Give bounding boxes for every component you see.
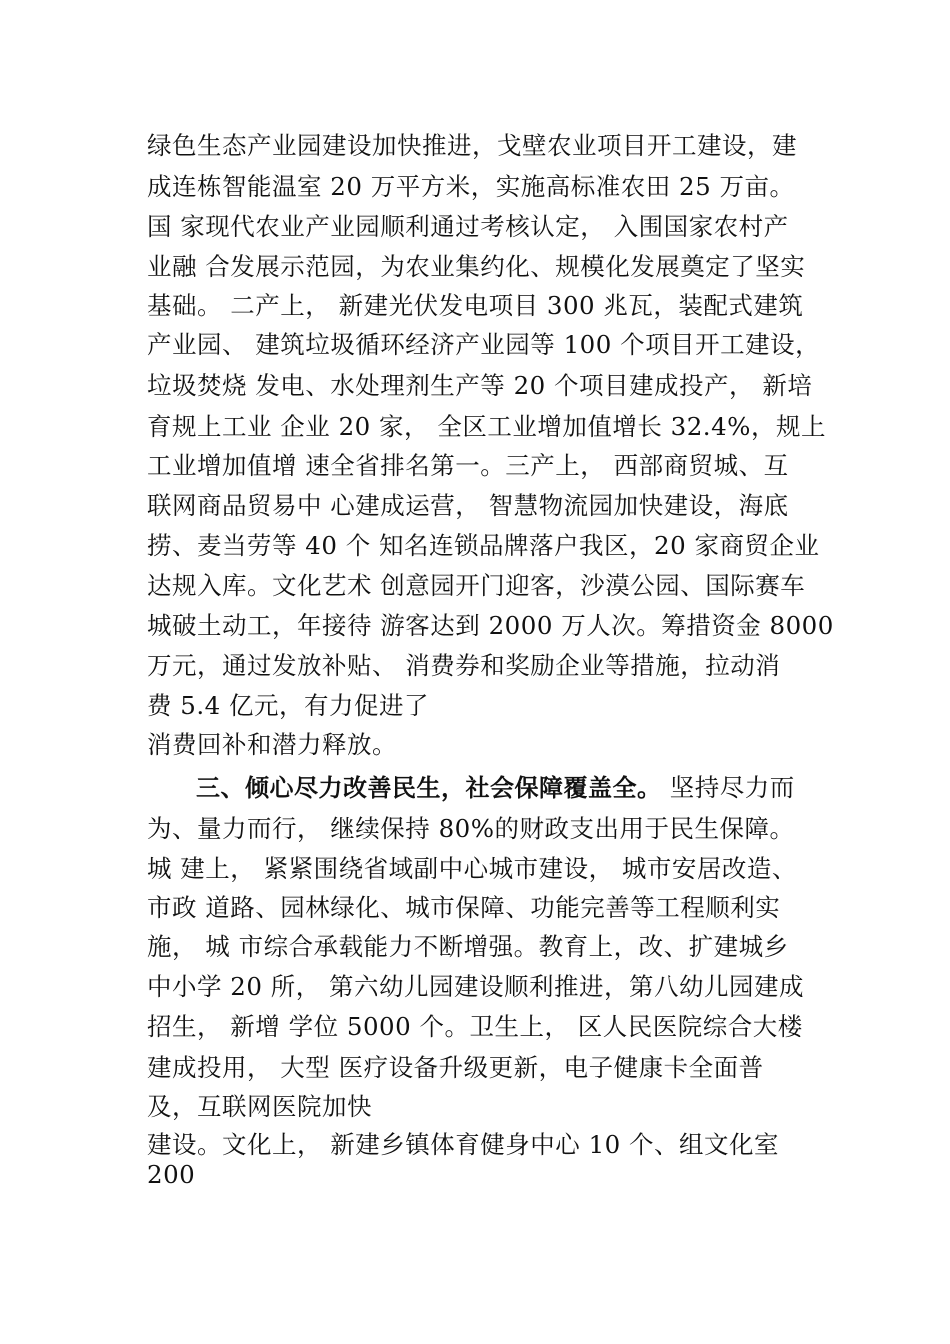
text-line: 业融 合发展示范园，为农业集约化、规模化发展奠定了坚实 xyxy=(147,252,806,281)
text-line: 城 建上， 紧紧围绕省域副中心城市建设， 城市安居改造、 xyxy=(147,854,797,883)
text-line: 国 家现代农业产业园顺利通过考核认定， 入围国家农村产 xyxy=(147,212,789,241)
text-line: 建成投用， 大型 医疗设备升级更新，电子健康卡全面普 xyxy=(147,1053,764,1082)
text-line: 市政 道路、园林绿化、城市保障、功能完善等工程顺利实 xyxy=(147,893,781,922)
text-line: 绿色生态产业园建设加快推进，戈壁农业项目开工建设，建 xyxy=(147,131,797,160)
heading-line-rest: 坚持尽力而 xyxy=(661,773,795,802)
text-line: 育规上工业 企业 20 家， 全区工业增加值增长 32.4%，规上 xyxy=(147,412,826,441)
text-line: 捞、麦当劳等 40 个 知名连锁品牌落户我区，20 家商贸企业 xyxy=(147,531,820,560)
section-heading-line xyxy=(196,773,795,803)
text-line: 中小学 20 所， 第六幼儿园建设顺利推进，第八幼儿园建成 xyxy=(147,972,805,1001)
text-line: 万元，通过发放补贴、 消费券和奖励企业等措施，拉动消 xyxy=(147,651,781,680)
text-line: 招生， 新增 学位 5000 个。卫生上， 区人民医院综合大楼 xyxy=(147,1012,803,1041)
text-line: 城破土动工，年接待 游客达到 2000 万人次。筹措资金 8000 xyxy=(147,611,834,640)
text-line: 建设。文化上， 新建乡镇体育健身中心 10 个、组文化室 xyxy=(147,1130,780,1159)
section-heading: 三、倾心尽力改善民生，社会保障覆盖全。 xyxy=(196,774,662,802)
text-line: 为、量力而行， 继续保持 80%的财政支出用于民生保障。 xyxy=(147,814,795,843)
text-line: 成连栋智能温室 20 万平方米，实施高标准农田 25 万亩。 xyxy=(147,172,795,201)
text-line: 产业园、 建筑垃圾循环经济产业园等 100 个项目开工建设， xyxy=(147,330,821,359)
text-line: 基础。 二产上， 新建光伏发电项目 300 兆瓦，装配式建筑 xyxy=(147,291,804,320)
text-line: 消费回补和潜力释放。 xyxy=(147,730,397,759)
text-line: 费 5.4 亿元，有力促进了 xyxy=(147,691,430,720)
text-line: 及，互联网医院加快 xyxy=(147,1092,372,1121)
text-line: 施， 城 市综合承载能力不断增强。教育上，改、扩建城乡 xyxy=(147,932,789,961)
text-line: 达规入库。文化艺术 创意园开门迎客，沙漠公园、国际赛车 xyxy=(147,571,806,600)
text-line: 联网商品贸易中 心建成运营， 智慧物流园加快建设，海底 xyxy=(147,491,789,520)
text-line: 200 xyxy=(147,1160,196,1189)
text-line: 工业增加值增 速全省排名第一。三产上， 西部商贸城、互 xyxy=(147,451,789,480)
text-line: 垃圾焚烧 发电、水处理剂生产等 20 个项目建成投产， 新培 xyxy=(147,371,813,400)
